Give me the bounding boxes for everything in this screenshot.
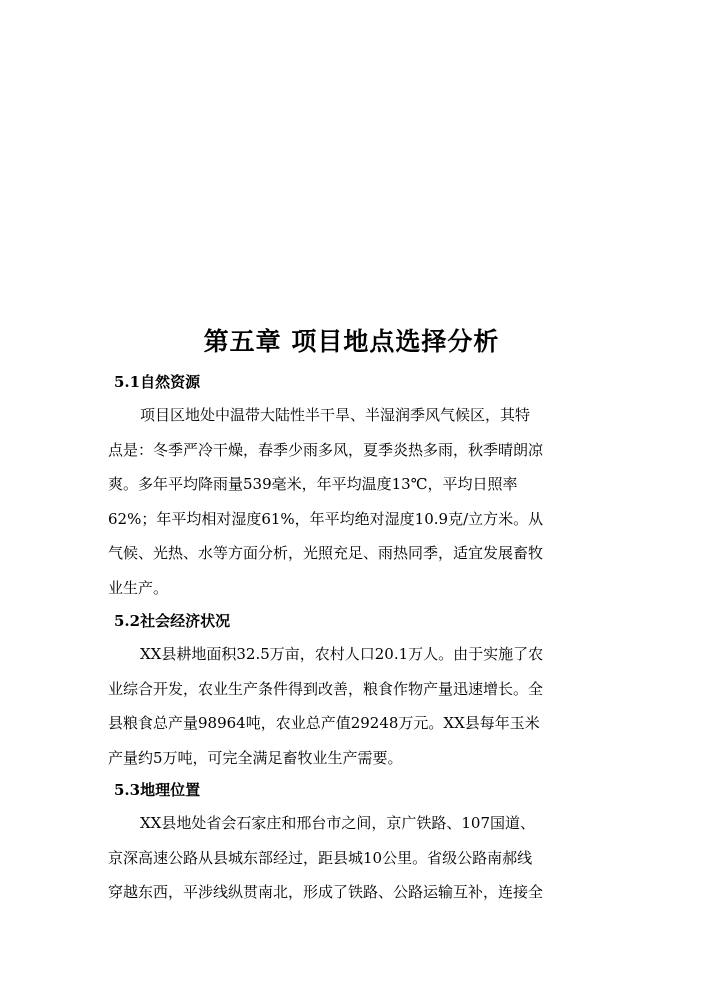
chapter-title: 第五章 项目地点选择分析	[203, 327, 500, 356]
paragraph-line: 62%；年平均相对湿度61%，年平均绝对湿度10.9克/立方米。从	[108, 509, 544, 528]
paragraph-line: 京深高速公路从县城东部经过，距县城10公里。省级公路南郝线	[108, 848, 533, 867]
paragraph-line: 穿越东西，平涉线纵贯南北，形成了铁路、公路运输互补，连接全	[108, 883, 544, 901]
paragraph-line: XX县耕地面积32.5万亩，农村人口20.1万人。由于实施了农	[140, 645, 544, 663]
paragraph-natural-resources	[108, 398, 603, 605]
paragraph-line: 县粮食总产量98964吨，农业总产值29248万元。XX县每年玉米	[108, 714, 540, 732]
paragraph-line: 爽。多年平均降雨量539毫米，年平均温度13℃，平均日照率	[108, 475, 518, 493]
paragraph-line: 业综合开发，农业生产条件得到改善，粮食作物产量迅速增长。全	[108, 679, 544, 698]
section-heading-socioeconomic: 5.2社会经济状况	[114, 612, 231, 630]
section-heading-location: 5.3地理位置	[114, 781, 201, 799]
paragraph-line: 点是：冬季严冷干燥，春季少雨多风，夏季炎热多雨，秋季晴朗凉	[108, 440, 544, 459]
paragraph-line: 气候、光热、水等方面分析，光照充足、雨热同季，适宜发展畜牧	[108, 544, 544, 562]
paragraph-line: 项目区地处中温带大陆性半干旱、半湿润季风气候区，其特	[140, 406, 531, 424]
section-heading-natural-resources: 5.1自然资源	[114, 373, 201, 391]
paragraph-socioeconomic	[108, 637, 603, 775]
paragraph-line: XX县地处省会石家庄和邢台市之间，京广铁路、107国道、	[140, 814, 535, 832]
paragraph-location	[108, 806, 603, 910]
paragraph-line: 产量约5万吨，可完全满足畜牧业生产需要。	[108, 748, 403, 767]
paragraph-line: 业生产。	[108, 578, 169, 597]
